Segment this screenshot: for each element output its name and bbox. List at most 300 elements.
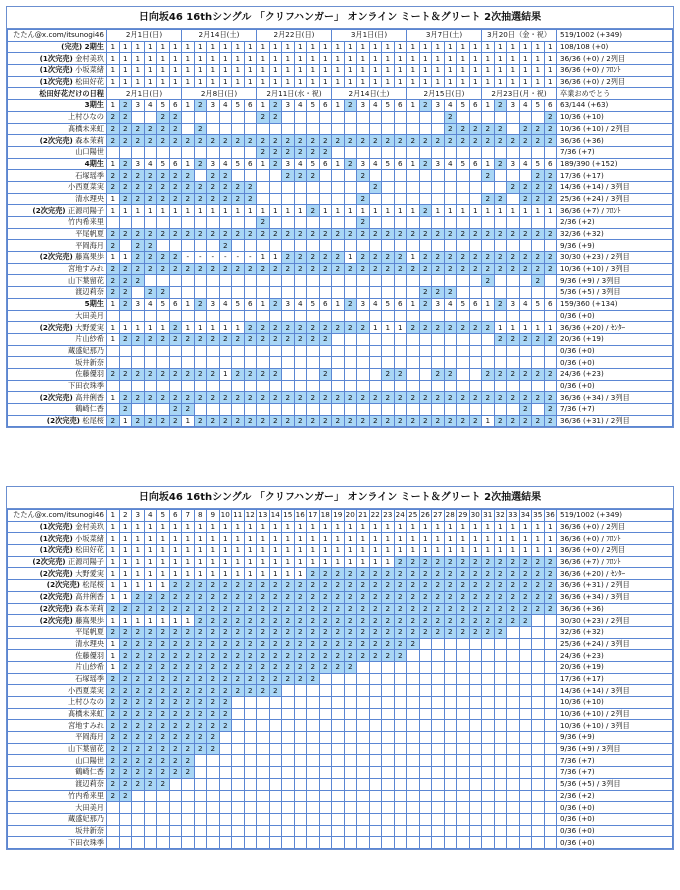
slot-cell [357, 767, 370, 779]
slot-cell [457, 732, 470, 744]
table-row [8, 263, 673, 275]
slot-cell: 2 [119, 720, 132, 732]
slot-number: 25 [408, 510, 418, 520]
slot-cell: 2 [182, 368, 195, 380]
slot-cell: 1 [107, 100, 120, 112]
slot-cell: 2 [257, 111, 270, 123]
slot-cell: 1 [469, 76, 482, 88]
slot-cell [369, 837, 382, 849]
member-name: 平岡海月 [8, 240, 107, 252]
slot-cell [457, 720, 470, 732]
slot-cell [332, 181, 345, 193]
slot-cell: 1 [444, 205, 457, 217]
slot-cell: 2 [119, 661, 132, 673]
slot-cell: 1 [382, 41, 395, 53]
slot-cell [157, 802, 170, 814]
slot-cell [444, 802, 457, 814]
slot-cell [319, 193, 332, 205]
slot-cell: 1 [432, 545, 445, 557]
slot-cell: 2 [157, 626, 170, 638]
slot-cell [332, 146, 345, 158]
row-total: 10/36 (+10) / 3列目 [557, 720, 673, 732]
slot-cell [482, 697, 495, 709]
slot-cell: 3 [357, 298, 370, 310]
slot-cell [282, 217, 295, 229]
slot-cell [232, 146, 245, 158]
slot-cell: 1 [144, 556, 157, 568]
slot-cell: 1 [107, 545, 120, 557]
slot-cell: 2 [294, 252, 307, 264]
slot-cell [319, 825, 332, 837]
slot-cell: 2 [294, 228, 307, 240]
slot-cell: 5 [382, 298, 395, 310]
slot-cell [519, 767, 532, 779]
slot-cell [432, 813, 445, 825]
slot-cell: 2 [419, 556, 432, 568]
slot-cell [282, 743, 295, 755]
slot-cell: 2 [382, 638, 395, 650]
row-total: 9/36 (+9) / 3列目 [557, 275, 673, 287]
slot-cell [394, 146, 407, 158]
slot-cell: 2 [207, 580, 220, 592]
slot-cell [544, 345, 557, 357]
slot-cell: 1 [194, 521, 207, 533]
slot-cell: 1 [319, 53, 332, 65]
slot-cell: 2 [107, 743, 120, 755]
row-total: 159/360 (+134) [557, 298, 673, 310]
slot-cell: 2 [119, 193, 132, 205]
slot-cell: 1 [344, 65, 357, 77]
slot-cell [294, 193, 307, 205]
slot-cell [257, 813, 270, 825]
slot-cell: 2 [344, 322, 357, 334]
slot-cell: 1 [344, 53, 357, 65]
slot-cell [332, 708, 345, 720]
slot-cell: 1 [382, 521, 395, 533]
slot-cell: 2 [294, 170, 307, 182]
slot-cell: 2 [269, 661, 282, 673]
slot-cell: 2 [182, 135, 195, 147]
slot-number: 18 [320, 510, 330, 520]
slot-cell: 1 [182, 322, 195, 334]
slot-cell [407, 170, 420, 182]
slot-cell: 1 [394, 41, 407, 53]
slot-cell: 1 [482, 53, 495, 65]
slot-cell [307, 310, 320, 322]
member-name: (2次完売) 正源司陽子 [8, 205, 107, 217]
slot-cell: 1 [169, 521, 182, 533]
slot-cell [244, 790, 257, 802]
member-name: (1次完売) 金村美玖 [8, 53, 107, 65]
slot-cell [419, 240, 432, 252]
slot-cell: 4 [294, 298, 307, 310]
slot-cell: 1 [169, 533, 182, 545]
slot-cell: 1 [157, 322, 170, 334]
slot-cell [319, 240, 332, 252]
member-name: 小西夏菜実 [8, 685, 107, 697]
slot-cell [319, 357, 332, 369]
slot-cell [532, 661, 545, 673]
row-total: 24/36 (+23) [557, 650, 673, 662]
slot-cell: 1 [132, 568, 145, 580]
slot-cell [269, 802, 282, 814]
slot-cell: 1 [482, 205, 495, 217]
slot-cell: 2 [244, 673, 257, 685]
slot-cell [319, 123, 332, 135]
slot-cell [419, 743, 432, 755]
slot-cell: 2 [482, 603, 495, 615]
slot-cell [157, 380, 170, 392]
slot-cell [282, 111, 295, 123]
slot-cell: 1 [419, 65, 432, 77]
slot-cell: 2 [182, 650, 195, 662]
slot-cell [407, 837, 420, 849]
slot-cell: 2 [119, 697, 132, 709]
member-name: (1次完売) 松田好花 [8, 76, 107, 88]
slot-cell [144, 146, 157, 158]
slot-cell: 2 [357, 603, 370, 615]
slot-cell [469, 380, 482, 392]
row-total: 20/36 (+19) [557, 661, 673, 673]
slot-cell: 2 [244, 181, 257, 193]
slot-cell [507, 170, 520, 182]
slot-cell [257, 720, 270, 732]
slot-cell: 2 [132, 252, 145, 264]
slot-cell: 2 [369, 591, 382, 603]
slot-cell [282, 767, 295, 779]
table-row [8, 380, 673, 392]
slot-cell: 2 [519, 123, 532, 135]
slot-cell: 1 [357, 41, 370, 53]
slot-cell [532, 825, 545, 837]
slot-cell: 2 [344, 603, 357, 615]
slot-cell: 1 [107, 53, 120, 65]
slot-cell: 2 [132, 708, 145, 720]
slot-cell [282, 357, 295, 369]
slot-cell: 2 [119, 170, 132, 182]
slot-cell: 1 [132, 545, 145, 557]
slot-cell [344, 240, 357, 252]
slot-cell: 2 [294, 650, 307, 662]
slot-cell [432, 146, 445, 158]
slot-cell [544, 217, 557, 229]
slot-cell [232, 825, 245, 837]
slot-cell [469, 732, 482, 744]
slot-cell: 1 [494, 322, 507, 334]
slot-cell [144, 217, 157, 229]
slot-cell: 4 [294, 100, 307, 112]
slot-cell: 2 [532, 568, 545, 580]
slot-cell: 2 [319, 263, 332, 275]
slot-cell [419, 778, 432, 790]
slot-cell [282, 837, 295, 849]
slot-cell: 2 [532, 228, 545, 240]
slot-cell [369, 333, 382, 345]
slot-cell: 2 [169, 580, 182, 592]
slot-cell: 2 [132, 123, 145, 135]
slot-cell: 2 [307, 228, 320, 240]
slot-cell: 2 [394, 626, 407, 638]
slot-cell [369, 287, 382, 299]
member-name: 鶴崎仁香 [8, 767, 107, 779]
slot-cell [232, 697, 245, 709]
slot-cell: 2 [419, 135, 432, 147]
slot-cell: 2 [207, 368, 220, 380]
slot-cell: 2 [232, 135, 245, 147]
slot-cell: 2 [232, 392, 245, 404]
slot-cell: 2 [269, 100, 282, 112]
slot-cell: 2 [432, 322, 445, 334]
slot-cell: 2 [182, 661, 195, 673]
slot-cell [182, 123, 195, 135]
slot-cell [282, 732, 295, 744]
slot-cell [444, 837, 457, 849]
slot-cell: 1 [219, 368, 232, 380]
slot-number: 20 [345, 510, 355, 520]
slot-cell: 3 [282, 298, 295, 310]
slot-cell [482, 181, 495, 193]
slot-cell [369, 345, 382, 357]
slot-cell [457, 310, 470, 322]
slot-cell [119, 813, 132, 825]
slot-cell: 2 [182, 720, 195, 732]
slot-cell [444, 404, 457, 416]
member-name: 下田衣珠季 [8, 837, 107, 849]
slot-cell: 2 [194, 697, 207, 709]
slot-cell [169, 837, 182, 849]
slot-cell: 2 [132, 240, 145, 252]
slot-cell [169, 790, 182, 802]
slot-cell: 2 [207, 591, 220, 603]
slot-cell [369, 732, 382, 744]
slot-cell: 2 [219, 673, 232, 685]
slot-cell [319, 767, 332, 779]
slot-cell: 2 [357, 591, 370, 603]
slot-cell [369, 708, 382, 720]
date-header: 2月22日(日) [257, 30, 332, 42]
slot-cell [382, 685, 395, 697]
slot-cell [419, 357, 432, 369]
slot-cell: 2 [319, 603, 332, 615]
slot-cell: 2 [469, 415, 482, 427]
slot-cell [394, 697, 407, 709]
slot-cell: 1 [219, 41, 232, 53]
slot-cell: 2 [507, 252, 520, 264]
slot-cell: 2 [432, 568, 445, 580]
table-row [8, 41, 673, 53]
slot-cell: - [232, 252, 245, 264]
slot-cell: 1 [394, 205, 407, 217]
slot-number: 33 [508, 510, 518, 520]
slot-cell [507, 825, 520, 837]
slot-cell [519, 743, 532, 755]
slot-cell [519, 697, 532, 709]
slot-cell [294, 697, 307, 709]
slot-cell: 2 [307, 170, 320, 182]
slot-cell: 1 [344, 521, 357, 533]
slot-cell [407, 333, 420, 345]
slot-cell [169, 310, 182, 322]
table-row [8, 322, 673, 334]
slot-cell [469, 673, 482, 685]
slot-cell: 2 [119, 298, 132, 310]
slot-cell: 2 [544, 404, 557, 416]
slot-cell: 2 [244, 415, 257, 427]
slot-cell: 1 [269, 205, 282, 217]
slot-cell: 1 [357, 521, 370, 533]
slot-cell: 1 [119, 521, 132, 533]
slot-cell: 2 [482, 275, 495, 287]
slot-cell: 1 [444, 53, 457, 65]
slot-cell: 2 [482, 591, 495, 603]
member-name: (1次完売) 小坂菜緒 [8, 65, 107, 77]
slot-cell [232, 380, 245, 392]
slot-cell: 2 [432, 135, 445, 147]
slot-cell: 2 [182, 732, 195, 744]
slot-cell [407, 790, 420, 802]
slot-cell: 2 [532, 275, 545, 287]
slot-number: 22 [370, 510, 380, 520]
slot-cell: 2 [419, 615, 432, 627]
slot-cell [282, 380, 295, 392]
slot-cell [507, 802, 520, 814]
slot-cell [394, 802, 407, 814]
slot-cell [332, 802, 345, 814]
slot-cell [282, 790, 295, 802]
slot-cell [332, 193, 345, 205]
slot-cell [207, 790, 220, 802]
table-row [8, 368, 673, 380]
slot-cell: 1 [107, 193, 120, 205]
slot-cell: 1 [407, 41, 420, 53]
slot-cell [344, 310, 357, 322]
slot-cell: 2 [244, 263, 257, 275]
slot-cell: 2 [207, 697, 220, 709]
slot-cell: 2 [219, 580, 232, 592]
slot-cell [369, 146, 382, 158]
slot-cell [344, 181, 357, 193]
slot-cell [407, 146, 420, 158]
slot-cell: 2 [469, 228, 482, 240]
slot-cell: 1 [119, 76, 132, 88]
slot-cell [319, 287, 332, 299]
slot-cell [469, 404, 482, 416]
slot-cell: 2 [532, 392, 545, 404]
slot-cell [269, 708, 282, 720]
slot-cell [532, 778, 545, 790]
slot-cell: 2 [269, 615, 282, 627]
slot-cell: 2 [457, 415, 470, 427]
slot-cell [232, 123, 245, 135]
slot-cell: 2 [119, 123, 132, 135]
slot-cell: 1 [107, 661, 120, 673]
slot-cell: 2 [294, 146, 307, 158]
slot-cell: 2 [544, 580, 557, 592]
slot-cell [394, 755, 407, 767]
slot-cell: 1 [469, 521, 482, 533]
member-name: (2次完売) 大野愛実 [8, 322, 107, 334]
slot-cell: 1 [119, 41, 132, 53]
row-total: 0/36 (+0) [557, 310, 673, 322]
slot-cell: 1 [469, 205, 482, 217]
slot-cell: 2 [419, 287, 432, 299]
slot-cell [482, 767, 495, 779]
slot-cell [269, 755, 282, 767]
slot-cell: 2 [382, 591, 395, 603]
slot-cell: 2 [544, 333, 557, 345]
slot-cell: 2 [182, 392, 195, 404]
slot-cell: 2 [444, 322, 457, 334]
slot-cell: 2 [482, 170, 495, 182]
slot-cell: 2 [194, 732, 207, 744]
slot-cell [532, 380, 545, 392]
slot-cell [444, 240, 457, 252]
slot-cell: 2 [494, 556, 507, 568]
slot-cell: 2 [207, 193, 220, 205]
slot-cell: 1 [482, 41, 495, 53]
row-total: 10/36 (+10) / 2列目 [557, 123, 673, 135]
slot-cell: 2 [382, 415, 395, 427]
slot-cell [294, 685, 307, 697]
slot-cell: 2 [319, 415, 332, 427]
slot-cell [182, 778, 195, 790]
slot-cell: 2 [532, 556, 545, 568]
slot-cell [132, 357, 145, 369]
slot-cell: 2 [157, 263, 170, 275]
slot-cell: 2 [457, 615, 470, 627]
slot-cell: 2 [282, 333, 295, 345]
member-name: 大田美月 [8, 802, 107, 814]
slot-cell: 2 [307, 415, 320, 427]
slot-cell [494, 275, 507, 287]
slot-cell: 2 [107, 275, 120, 287]
slot-cell: 2 [369, 135, 382, 147]
slot-cell [169, 357, 182, 369]
slot-cell: 2 [219, 650, 232, 662]
slot-cell: 2 [269, 392, 282, 404]
slot-cell [157, 217, 170, 229]
slot-cell [369, 825, 382, 837]
slot-cell [119, 380, 132, 392]
slot-cell [544, 615, 557, 627]
slot-cell [407, 357, 420, 369]
slot-cell [144, 111, 157, 123]
slot-cell [219, 275, 232, 287]
slot-cell [294, 837, 307, 849]
slot-cell: 2 [457, 603, 470, 615]
slot-cell: 1 [232, 533, 245, 545]
slot-cell: 2 [394, 556, 407, 568]
table-row [8, 217, 673, 229]
slot-cell [469, 825, 482, 837]
slot-cell: 2 [219, 392, 232, 404]
slot-cell: 1 [119, 53, 132, 65]
table-row [8, 228, 673, 240]
slot-cell [507, 732, 520, 744]
slot-cell: 4 [144, 100, 157, 112]
slot-cell [544, 813, 557, 825]
member-name: 坂井新奈 [8, 825, 107, 837]
slot-cell: 1 [144, 76, 157, 88]
slot-cell [432, 123, 445, 135]
slot-cell: 2 [182, 685, 195, 697]
slot-cell [494, 111, 507, 123]
slot-cell [182, 240, 195, 252]
slot-cell: 2 [444, 252, 457, 264]
slot-cell [332, 170, 345, 182]
slot-cell: 1 [319, 41, 332, 53]
slot-cell [219, 825, 232, 837]
